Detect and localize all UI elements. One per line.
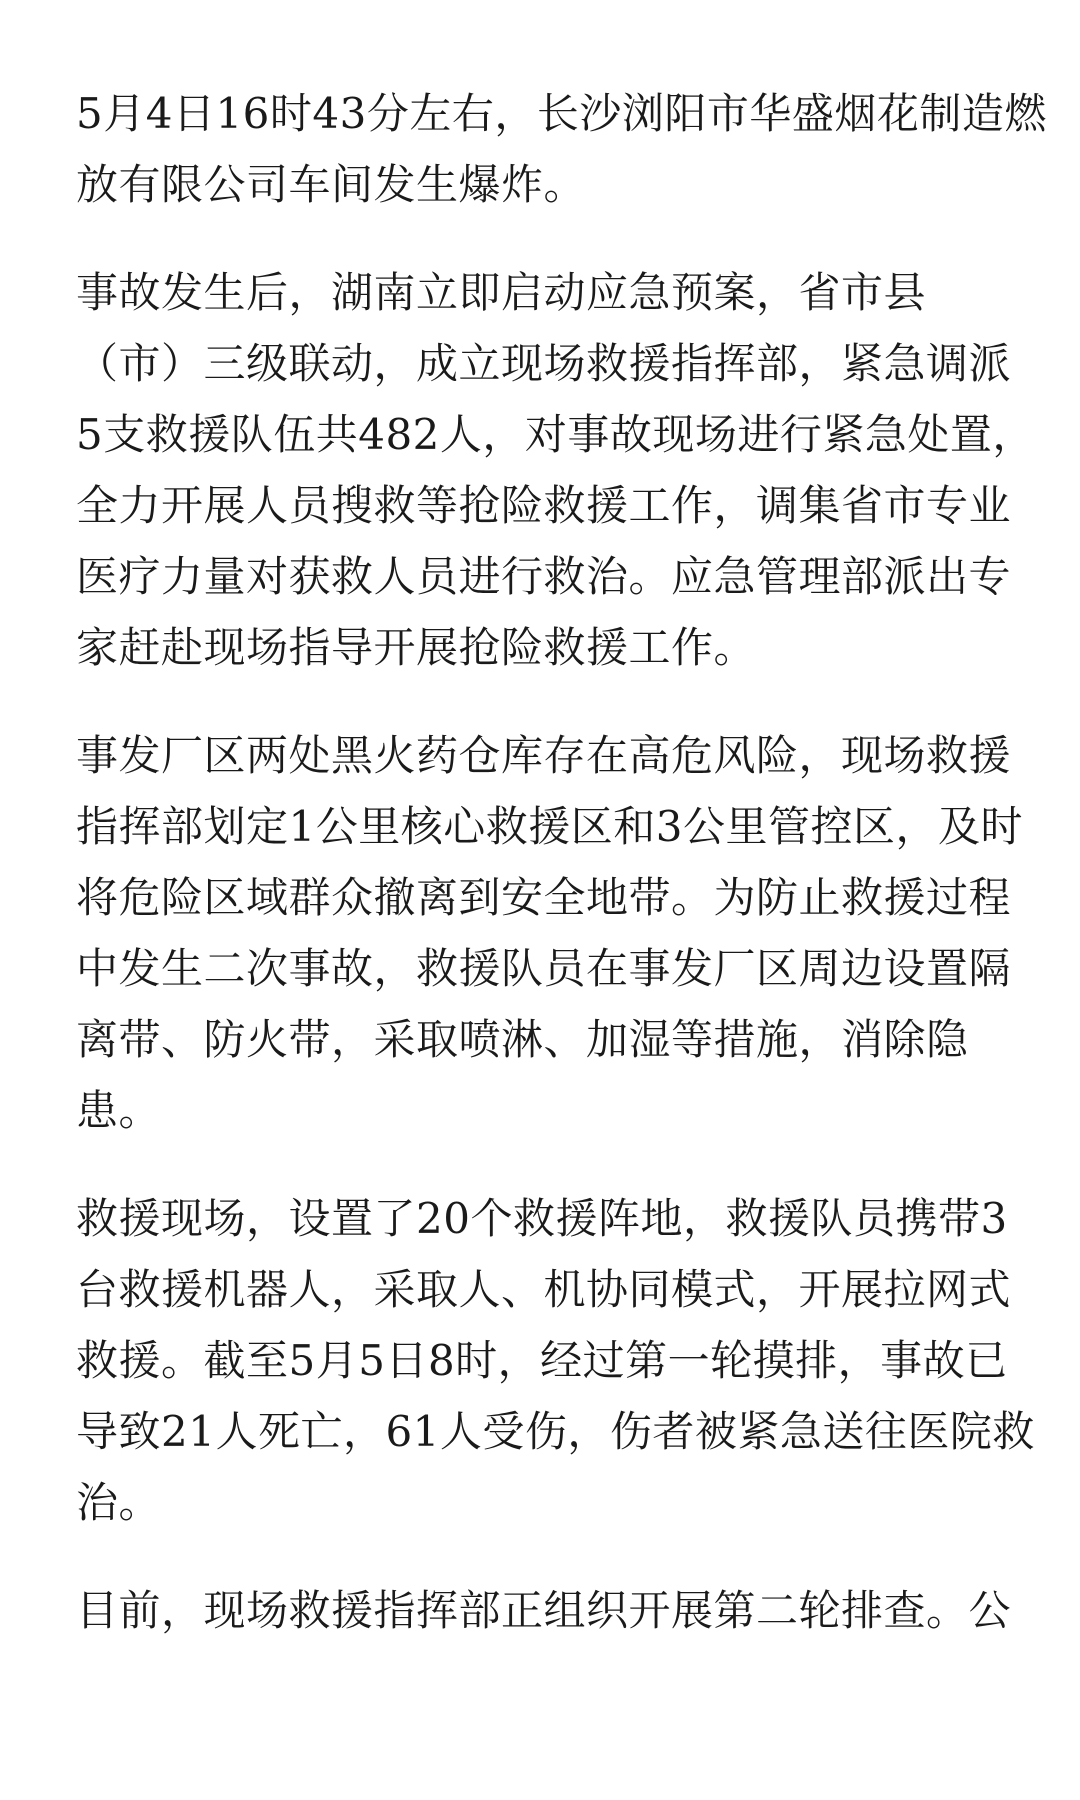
text-line: 患。 (76, 1086, 162, 1135)
article-body (76, 78, 1047, 1683)
text-line: 台救援机器人，采取人、机协同模式，开展拉网式 (76, 1265, 1012, 1314)
text-line: 救援现场，设置了20个救援阵地，救援队员携带3 (76, 1194, 1008, 1243)
paragraph-3 (76, 720, 1023, 1146)
text-line: 指挥部划定1公里核心救援区和3公里管控区，及时 (76, 802, 1023, 851)
text-line: 离带、防火带，采取喷淋、加湿等措施，消除隐 (76, 1015, 969, 1064)
text-line: 事故发生后，湖南立即启动应急预案，省市县 (76, 268, 927, 317)
text-line: 5支救援队伍共482人，对事故现场进行紧急处置， (76, 410, 1035, 459)
text-line: 导致21人死亡，61人受伤，伤者被紧急送往医院救 (76, 1407, 1035, 1456)
paragraph-1 (76, 78, 1047, 220)
text-line: 将危险区域群众撤离到安全地带。为防止救援过程 (76, 873, 1012, 922)
text-line: 治。 (76, 1478, 162, 1527)
text-line: 放有限公司车间发生爆炸。 (76, 160, 587, 209)
text-line: 全力开展人员搜救等抢险救援工作，调集省市专业 (76, 481, 1012, 530)
text-line: （市）三级联动，成立现场救援指挥部，紧急调派 (76, 339, 1012, 388)
paragraph-4 (76, 1183, 1035, 1538)
text-line: 救援。截至5月5日8时，经过第一轮摸排，事故已 (76, 1336, 1008, 1385)
text-line: 目前，现场救援指挥部正组织开展第二轮排查。公 (76, 1586, 1012, 1635)
text-line: 中发生二次事故，救援队员在事发厂区周边设置隔 (76, 944, 1012, 993)
text-line: 家赶赴现场指导开展抢险救援工作。 (76, 623, 757, 672)
paragraph-2 (76, 257, 1035, 683)
text-line: 事发厂区两处黑火药仓库存在高危风险，现场救援 (76, 731, 1012, 780)
paragraph-5 (76, 1575, 1012, 1646)
text-line: 5月4日16时43分左右，长沙浏阳市华盛烟花制造燃 (76, 89, 1047, 138)
text-line: 医疗力量对获救人员进行救治。应急管理部派出专 (76, 552, 1012, 601)
